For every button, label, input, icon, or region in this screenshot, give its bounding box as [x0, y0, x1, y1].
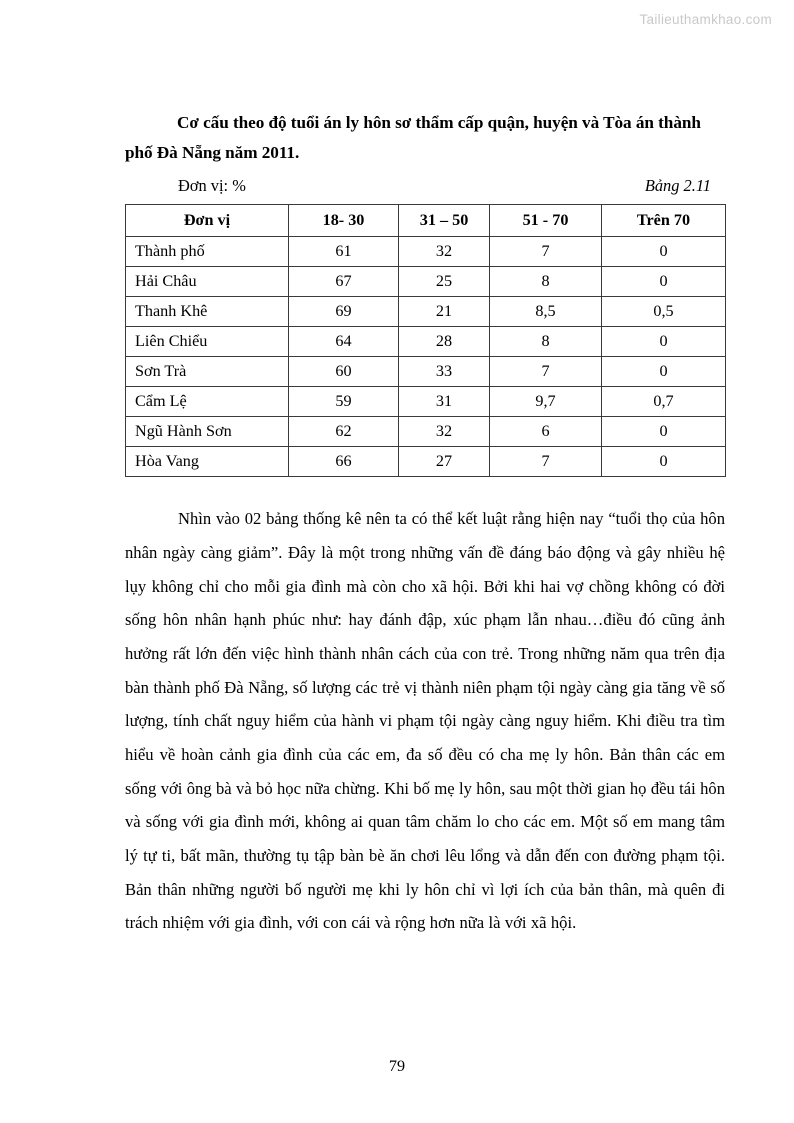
table-row	[126, 357, 726, 387]
table-unit-label: Đơn vị: %	[178, 176, 246, 196]
body-paragraph: Nhìn vào 02 bảng thống kê nên ta có thể kết luật rằng hiện nay “tuổi thọ của hôn nhân ngày càng giảm”. Đây là một trong những vấn đề đáng báo động và gây nhiều hệ lụy không chỉ cho mỗi gia đình mà còn cho xã hội. Bởi khi hai vợ chồng không có đời sống hôn nhân hạnh phúc như: hay đánh đập, xúc phạm lẫn nhau…điều đó cũng ảnh hưởng rất lớn đến việc hình thành nhân cách của con trẻ. Trong những năm qua trên địa bàn thành phố Đà Nẵng, số lượng các trẻ vị thành niên phạm tội ngày càng gia tăng về số lượng, tính chất nguy hiểm của hành vi phạm tội ngày càng nguy hiểm. Khi điều tra tìm hiểu về hoàn cảnh gia đình của các em, đa số đều có cha mẹ ly hôn. Bản thân các em sống với ông bà và bỏ học nữa chừng. Khi bố mẹ ly hôn, sau một thời gian họ đều tái hôn và sống với gia đình mới, không ai quan tâm chăm lo cho các em. Một số em mang tâm lý tự ti, bất mãn, thường tụ tập bàn bè ăn chơi lêu lổng và dẫn đến con đường phạm tội. Bản thân những người bố người mẹ khi ly hôn chỉ vì lợi ích của bản thân, mà quên đi trách nhiệm với gia đình, với con cái và rộng hơn nữa là với xã hội.	[125, 509, 725, 933]
column-header-age-51-70: 51 - 70	[490, 205, 602, 237]
site-watermark: Tailieuthamkhao.com	[639, 12, 772, 27]
cell-age-over-70: 0	[602, 417, 726, 447]
cell-age-31-50: 25	[399, 267, 490, 297]
cell-age-31-50: 33	[399, 357, 490, 387]
cell-age-51-70: 6	[490, 417, 602, 447]
cell-unit: Hải Châu	[126, 267, 289, 297]
cell-unit: Ngũ Hành Sơn	[126, 417, 289, 447]
table-row	[126, 417, 726, 447]
column-header-unit: Đơn vị	[126, 205, 289, 237]
page-number: 79	[388, 1057, 406, 1075]
cell-age-51-70: 9,7	[490, 387, 602, 417]
column-header-age-18-30: 18- 30	[289, 205, 399, 237]
cell-age-18-30: 67	[289, 267, 399, 297]
cell-age-18-30: 64	[289, 327, 399, 357]
cell-age-over-70: 0	[602, 267, 726, 297]
table-row	[126, 387, 726, 417]
cell-age-51-70: 8,5	[490, 297, 602, 327]
cell-age-51-70: 8	[490, 327, 602, 357]
cell-age-18-30: 69	[289, 297, 399, 327]
cell-age-31-50: 27	[399, 447, 490, 477]
cell-age-51-70: 7	[490, 357, 602, 387]
page-content	[125, 108, 725, 940]
cell-age-51-70: 8	[490, 267, 602, 297]
column-header-age-31-50: 31 – 50	[399, 205, 490, 237]
table-row	[126, 267, 726, 297]
cell-age-31-50: 28	[399, 327, 490, 357]
cell-age-over-70: 0,5	[602, 297, 726, 327]
cell-unit: Thanh Khê	[126, 297, 289, 327]
cell-age-31-50: 32	[399, 237, 490, 267]
cell-age-over-70: 0	[602, 327, 726, 357]
cell-age-18-30: 62	[289, 417, 399, 447]
cell-age-31-50: 31	[399, 387, 490, 417]
table-header-row	[126, 205, 726, 237]
cell-age-18-30: 60	[289, 357, 399, 387]
cell-age-31-50: 32	[399, 417, 490, 447]
cell-unit: Hòa Vang	[126, 447, 289, 477]
age-structure-table	[125, 204, 726, 477]
cell-age-51-70: 7	[490, 237, 602, 267]
column-header-age-over-70: Trên 70	[602, 205, 726, 237]
cell-age-31-50: 21	[399, 297, 490, 327]
page-title: Cơ cấu theo độ tuổi án ly hôn sơ thẩm cấp quận, huyện và Tòa án thành phố Đà Nẵng năm 2011.	[125, 113, 701, 162]
table-row	[126, 447, 726, 477]
table-number-label: Bảng 2.11	[644, 176, 711, 196]
cell-unit: Cẩm Lệ	[126, 387, 289, 417]
cell-age-18-30: 59	[289, 387, 399, 417]
cell-age-over-70: 0	[602, 357, 726, 387]
cell-age-51-70: 7	[490, 447, 602, 477]
cell-unit: Sơn Trà	[126, 357, 289, 387]
table-caption-row	[125, 176, 725, 196]
cell-unit: Thành phố	[126, 237, 289, 267]
cell-age-18-30: 66	[289, 447, 399, 477]
table-row	[126, 237, 726, 267]
table-row	[126, 327, 726, 357]
cell-age-over-70: 0	[602, 237, 726, 267]
cell-unit: Liên Chiểu	[126, 327, 289, 357]
cell-age-over-70: 0	[602, 447, 726, 477]
table-row	[126, 297, 726, 327]
cell-age-18-30: 61	[289, 237, 399, 267]
cell-age-over-70: 0,7	[602, 387, 726, 417]
